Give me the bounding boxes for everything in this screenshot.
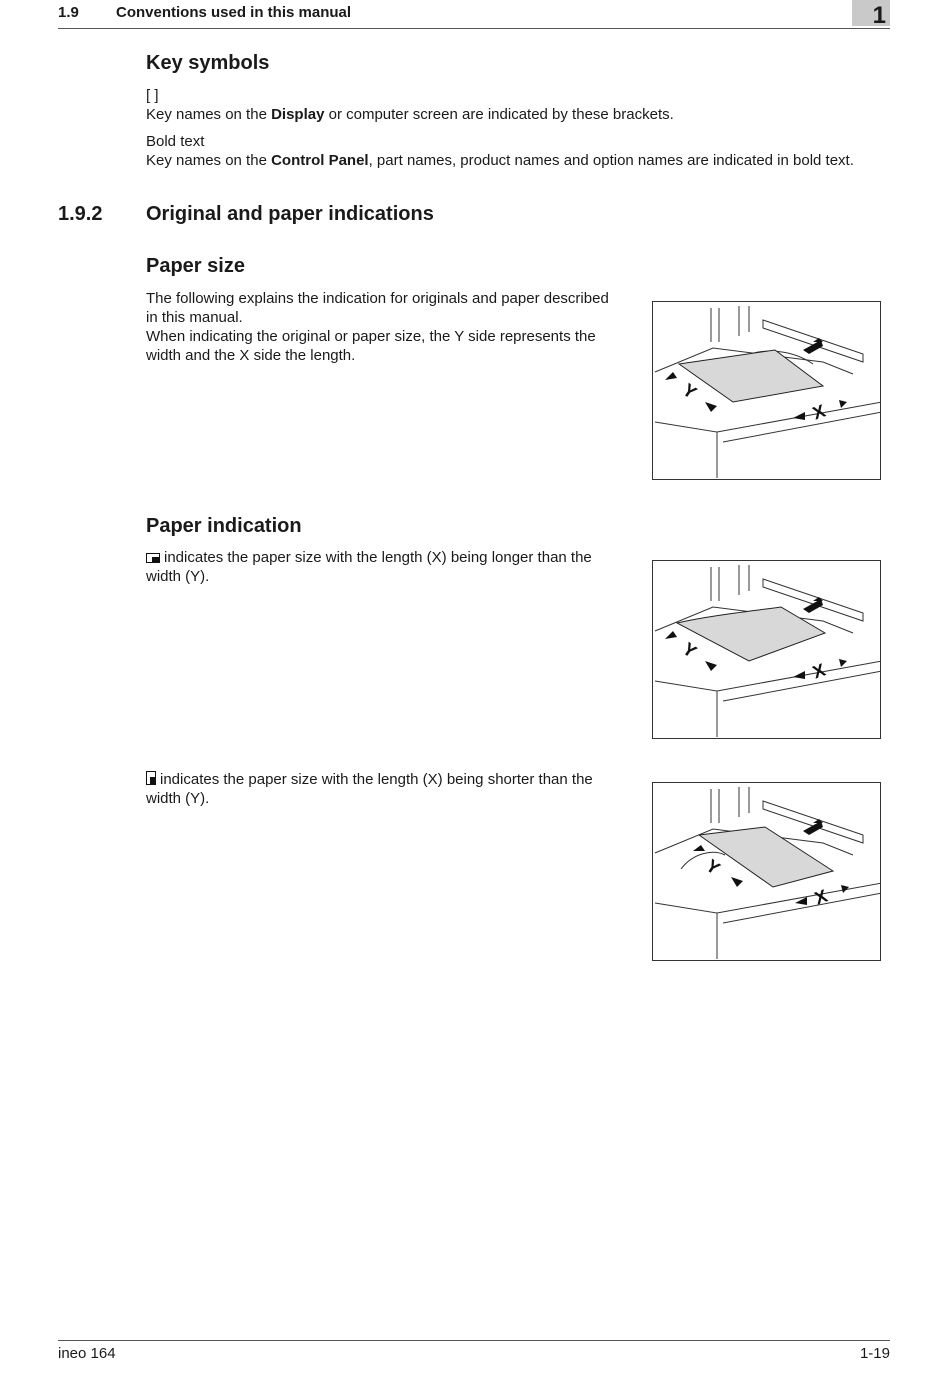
- page-header: [58, 0, 890, 29]
- y-axis-label: Y: [678, 379, 701, 403]
- portrait-paper-icon: [146, 771, 156, 785]
- section-number: 1.9.2: [58, 203, 103, 225]
- paper-size-line-1: The following explains the indication for originals and paper described: [146, 290, 609, 307]
- y-axis-label: Y: [678, 638, 701, 662]
- section-title: Original and paper indications: [146, 203, 434, 225]
- chapter-tab: [852, 0, 890, 29]
- portrait-description-line-1: indicates the paper size with the length (X) being shorter than the: [146, 770, 593, 789]
- header-section-title: Conventions used in this manual: [116, 4, 352, 21]
- bracket-symbol: [ ]: [146, 87, 159, 104]
- paper-size-line-3: When indicating the original or paper size, the Y side represents the: [146, 328, 596, 345]
- paper-size-line-4: width and the X side the length.: [146, 347, 356, 364]
- control-panel-term: Control Panel: [271, 152, 369, 169]
- key-symbols-heading: Key symbols: [146, 52, 270, 74]
- paper-size-line-2: in this manual.: [146, 309, 243, 326]
- paper-size-figure: [652, 301, 881, 480]
- portrait-description-line-2: width (Y).: [146, 790, 210, 807]
- x-axis-label: X: [811, 885, 831, 909]
- landscape-description-line-1: indicates the paper size with the length (X) being longer than the: [146, 548, 592, 567]
- paper-size-heading: Paper size: [146, 255, 245, 277]
- product-name: ineo 164: [58, 1345, 116, 1362]
- bracket-description: Key names on the Display or computer screen are indicated by these brackets.: [146, 106, 674, 123]
- paper-indication-heading: Paper indication: [146, 515, 302, 537]
- bold-text-description: Key names on the Control Panel, part names, product names and option names are indicated in bold text.: [146, 152, 854, 169]
- chapter-number: 1: [872, 2, 886, 29]
- y-axis-label: Y: [702, 855, 724, 879]
- display-term: Display: [271, 106, 325, 123]
- landscape-paper-figure: [652, 560, 881, 739]
- page-number: 1-19: [859, 1345, 890, 1362]
- bold-text-label: Bold text: [146, 133, 205, 150]
- portrait-paper-figure: [652, 782, 881, 961]
- x-axis-label: X: [809, 659, 829, 683]
- page-footer: [58, 1340, 890, 1362]
- landscape-paper-icon: [146, 553, 160, 563]
- header-section-number: 1.9: [58, 4, 79, 21]
- landscape-description-line-2: width (Y).: [146, 568, 210, 585]
- x-axis-label: X: [809, 400, 829, 424]
